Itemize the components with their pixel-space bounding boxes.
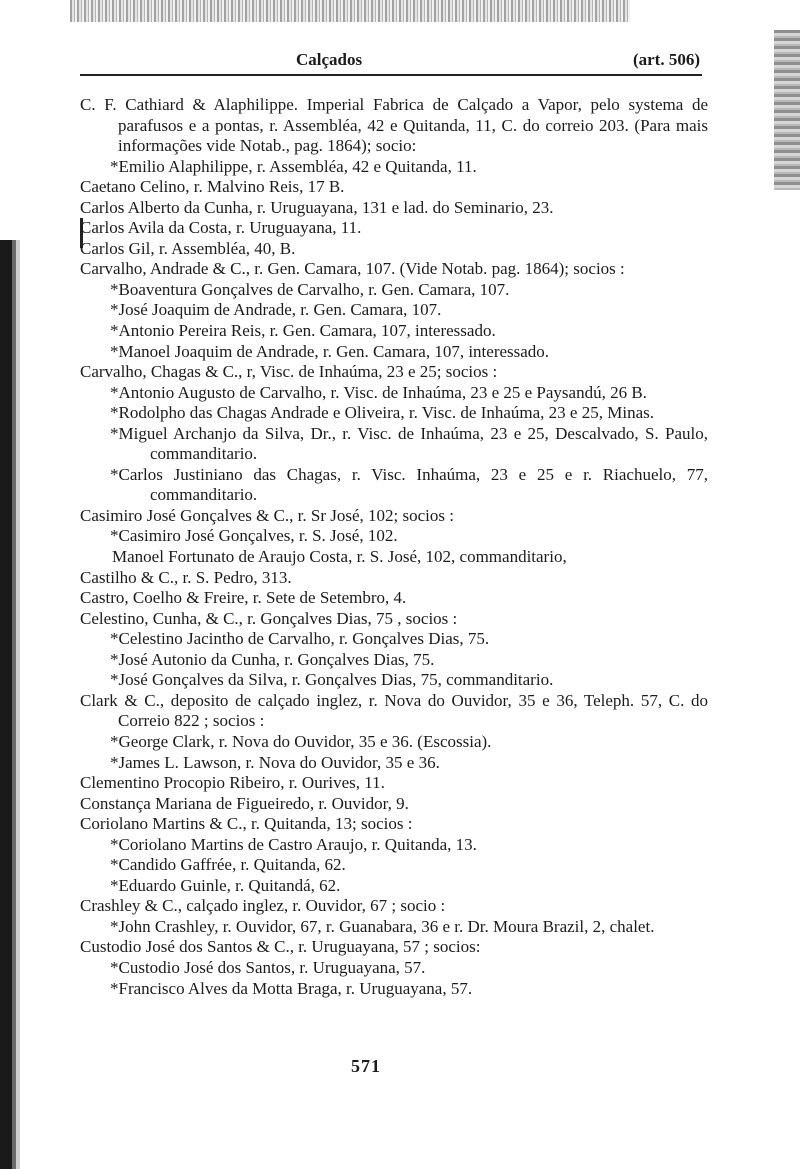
page-title: Calçados <box>296 50 363 69</box>
partner-entry: *Boaventura Gonçalves de Carvalho, r. Gen. Camara, 107. <box>110 279 510 299</box>
scan-left-binding-shadow <box>0 240 20 1169</box>
directory-entry: Caetano Celino, r. Malvino Reis, 17 B. <box>80 177 345 197</box>
partner-entry: *Rodolpho das Chagas Andrade e Oliveira, r. Visc. de Inhaúma, 23 e 25, Minas. <box>110 403 654 423</box>
directory-entry: Castro, Coelho & Freire, r. Sete de Setembro, 4. <box>80 588 407 608</box>
partner-entry: *José Gonçalves da Silva, r. Gonçalves Dias, 75, commanditario. <box>110 670 554 690</box>
directory-entry: Carvalho, Chagas & C., r, Visc. de Inhaúma, 23 e 25; socios : <box>80 362 498 382</box>
directory-entry: Clark & C., deposito de calçado inglez, r. Nova do Ouvidor, 35 e 36, Teleph. 57, C. do Correio 822 ; socios : <box>80 690 708 731</box>
directory-entry: C. F. Cathiard & Alaphilippe. Imperial Fabrica de Calçado a Vapor, pelo systema de parafusos e a pontas, r. Assembléa, 42 e Quitanda, 11, C. do correio 203. (Para mais informações vide Notab., pag. 1864); socio: <box>80 95 708 156</box>
partner-entry: *Custodio José dos Santos, r. Uruguayana, 57. <box>110 957 426 977</box>
partner-entry: *James L. Lawson, r. Nova do Ouvidor, 35 e 36. <box>110 752 440 772</box>
partner-entry: *Coriolano Martins de Castro Araujo, r. Quitanda, 13. <box>110 834 477 854</box>
page-number: 571 <box>351 1056 381 1076</box>
directory-entry: Constança Mariana de Figueiredo, r. Ouvidor, 9. <box>80 793 409 813</box>
directory-entry: Celestino, Cunha, & C., r. Gonçalves Dias, 75 , socios : <box>80 608 458 628</box>
directory-entry: Carlos Gil, r. Assembléa, 40, B. <box>80 238 296 258</box>
partner-entry: *Candido Gaffrée, r. Quitanda, 62. <box>110 855 346 875</box>
partner-entry: *Manoel Joaquim de Andrade, r. Gen. Camara, 107, interessado. <box>110 341 550 361</box>
partner-entry: *Antonio Augusto de Carvalho, r. Visc. de Inhaúma, 23 e 25 e Paysandú, 26 B. <box>110 382 647 402</box>
directory-entry: Custodio José dos Santos & C., r. Uruguayana, 57 ; socios: <box>80 937 481 957</box>
partner-entry: *Casimiro José Gonçalves, r. S. José, 102. <box>110 526 398 546</box>
partner-entry: *Carlos Justiniano das Chagas, r. Visc. Inhaúma, 23 e 25 e r. Riachuelo, 77, commanditario. <box>110 464 708 505</box>
directory-entries <box>80 95 708 999</box>
partner-entry: *George Clark, r. Nova do Ouvidor, 35 e 36. (Escossia). <box>110 731 492 751</box>
directory-entry: Crashley & C., calçado inglez, r. Ouvidor, 67 ; socio : <box>80 896 446 916</box>
partner-entry: *José Joaquim de Andrade, r. Gen. Camara, 107. <box>110 300 442 320</box>
directory-entry: Clementino Procopio Ribeiro, r. Ourives, 11. <box>80 773 385 793</box>
partner-entry: *Eduardo Guinle, r. Quitandá, 62. <box>110 875 341 895</box>
partner-entry: *José Autonio da Cunha, r. Gonçalves Dias, 75. <box>110 649 435 669</box>
partner-entry: *Francisco Alves da Motta Braga, r. Uruguayana, 57. <box>110 978 473 998</box>
partner-entry: *Antonio Pereira Reis, r. Gen. Camara, 107, interessado. <box>110 321 496 341</box>
section-reference: (art. 506) <box>632 50 700 69</box>
directory-entry: Castilho & C., r. S. Pedro, 313. <box>80 567 292 587</box>
partner-entry: *Emilio Alaphilippe, r. Assembléa, 42 e Quitanda, 11. <box>110 156 477 176</box>
directory-entry: Carlos Alberto da Cunha, r. Uruguayana, 131 e lad. do Seminario, 23. <box>80 197 554 217</box>
directory-entry: Carvalho, Andrade & C., r. Gen. Camara, 107. (Vide Notab. pag. 1864); socios : <box>80 259 625 279</box>
directory-entry: Coriolano Martins & C., r. Quitanda, 13; socios : <box>80 814 413 834</box>
running-head <box>80 50 700 72</box>
partner-entry: *Celestino Jacintho de Carvalho, r. Gonçalves Dias, 75. <box>110 629 490 649</box>
scan-top-edge <box>70 0 630 22</box>
header-rule <box>80 74 702 76</box>
partner-entry: Manoel Fortunato de Araujo Costa, r. S. José, 102, commanditario, <box>112 547 567 567</box>
directory-entry: Casimiro José Gonçalves & C., r. Sr José, 102; socios : <box>80 505 454 525</box>
partner-entry: *Miguel Archanjo da Silva, Dr., r. Visc. de Inhaúma, 23 e 25, Descalvado, S. Paulo, commanditario. <box>110 423 708 464</box>
scan-right-edge <box>774 30 800 190</box>
directory-entry: Carlos Avila da Costa, r. Uruguayana, 11. <box>80 218 362 238</box>
partner-entry: *John Crashley, r. Ouvidor, 67, r. Guanabara, 36 e r. Dr. Moura Brazil, 2, chalet. <box>110 916 655 936</box>
